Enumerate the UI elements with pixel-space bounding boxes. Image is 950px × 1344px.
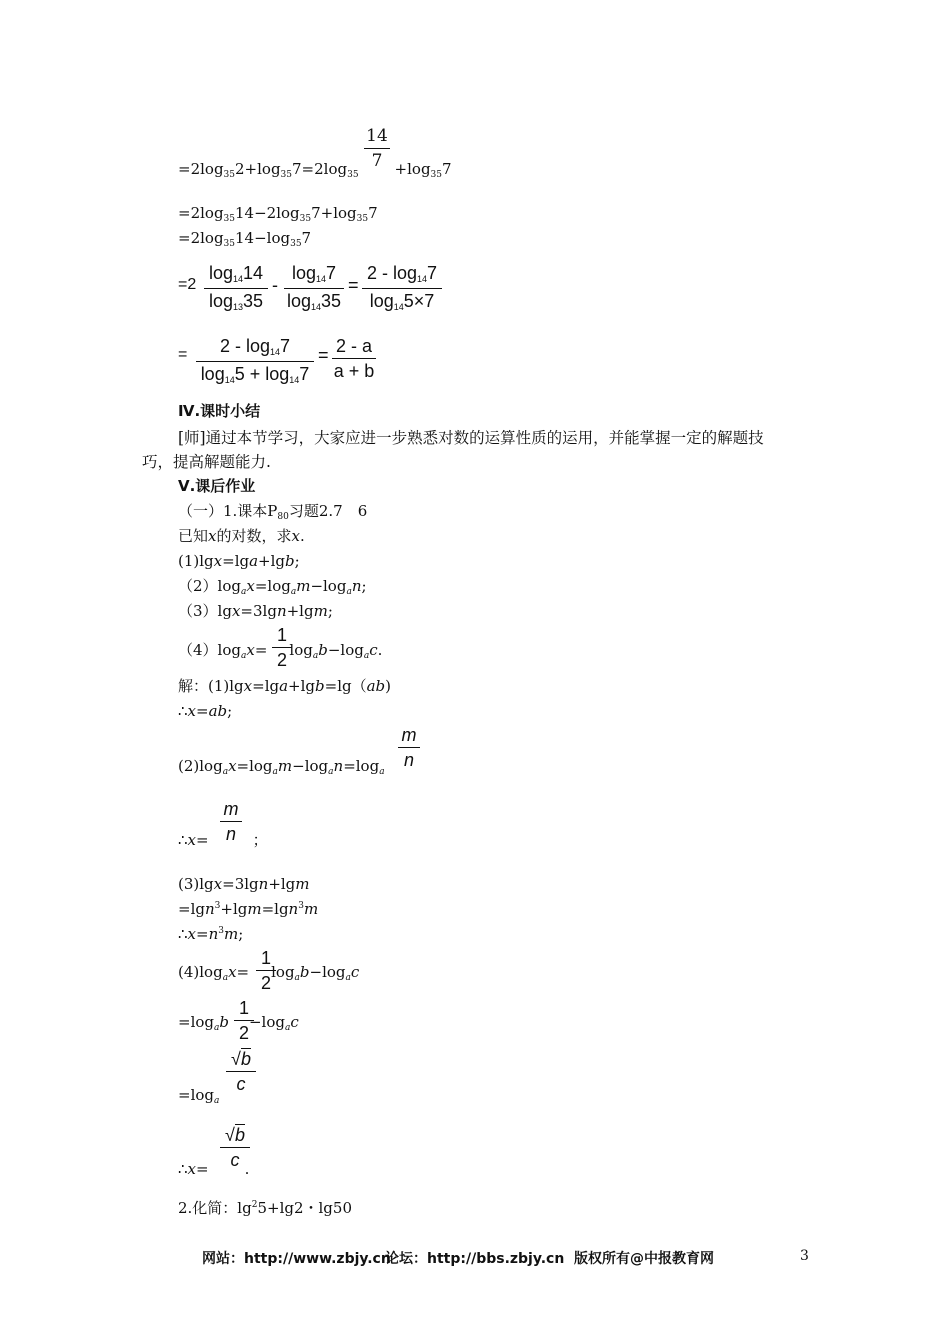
sqrt-icon: √ xyxy=(225,1125,235,1145)
solution-1-result: ∴x=ab; xyxy=(178,702,233,720)
eq5-fraction-2 xyxy=(332,335,376,382)
fraction-bar xyxy=(272,647,292,648)
section-4-paragraph-line-2: 巧，提高解题能力. xyxy=(142,453,271,471)
solution-4-b: $=\log_ab -\log_ac$ xyxy=(178,1013,299,1033)
eq5-fraction-1 xyxy=(196,335,314,388)
numerator: 2 - a xyxy=(335,336,373,356)
fraction-bar xyxy=(362,288,442,289)
solution-2: $(2)\log_ax=\log_am-\log_an=\log_a$ xyxy=(178,757,385,777)
numerator: log1414 xyxy=(208,263,264,284)
fraction-bar xyxy=(398,747,420,748)
homework-line: （一）1.课本$P_{80}$习题2.7 6 xyxy=(178,502,368,522)
denominator: c xyxy=(230,1150,240,1170)
simplify-question: 2.化简：$\lg^25+\lg 2$・lg50 xyxy=(178,1199,352,1217)
question-1: (1)lgx=lga+lgb; xyxy=(178,552,300,570)
eq4-prefix: =2 xyxy=(178,276,197,293)
section-4-paragraph-line-1: [师]通过本节学习，大家应进一步熟悉对数的运算性质的运用，并能掌握一定的解题技 xyxy=(178,429,764,447)
period: . xyxy=(244,1160,250,1178)
eq4-fraction-3 xyxy=(362,262,442,315)
fraction-bar xyxy=(196,361,314,362)
eq4-fraction-1 xyxy=(204,262,268,315)
solution-4-c: $=\log_a$ xyxy=(178,1086,220,1106)
derivation-line-3: $=2\log_{35}14-\log_{35}7$ xyxy=(178,229,312,249)
fraction-bar xyxy=(226,1071,256,1072)
solution-4: $(4)\log_ax= \log_ab-\log_ac$ xyxy=(178,963,360,983)
numerator: m xyxy=(401,725,417,745)
numerator: 2 - log147 xyxy=(219,336,291,357)
semicolon: ； xyxy=(252,831,268,849)
eq5-equals: = xyxy=(318,345,329,365)
section-4-heading: Ⅳ.课时小结 xyxy=(178,402,261,420)
given-line: 已知x的对数，求x. xyxy=(178,527,305,545)
page-number: 3 xyxy=(800,1248,809,1264)
fraction-bar xyxy=(284,288,344,289)
sqrt-icon: √ xyxy=(231,1049,241,1069)
eq5-prefix: = xyxy=(178,346,188,363)
question-4: $(4)\log_ax= \log_ab-\log_ac$. xyxy=(178,641,383,661)
numerator: √b xyxy=(225,1125,245,1145)
fraction-bar xyxy=(332,358,376,359)
denominator: c xyxy=(236,1074,246,1094)
numerator: √b xyxy=(231,1049,251,1069)
footer-copyright: 版权所有@中报教育网 xyxy=(574,1251,714,1267)
denominator: n xyxy=(403,750,414,770)
denominator: log1335 xyxy=(208,291,264,312)
solution-3-b: =lgn$^3$+lgm=lgn$^3$m xyxy=(178,900,319,918)
solution-3: (3)lgx=3lgn+lgm xyxy=(178,875,310,893)
denominator: n xyxy=(225,824,236,844)
question-3: （3）lgx=3lgn+lgm; xyxy=(178,602,333,620)
footer-site[interactable]: 网站：http://www.zbjy.cn xyxy=(202,1251,391,1267)
solution-2-fraction xyxy=(398,724,420,771)
denominator: log145×7 xyxy=(369,291,435,312)
denominator: 2 xyxy=(276,650,287,670)
question-4-half xyxy=(272,624,292,671)
denominator: 7 xyxy=(371,151,383,171)
numerator: 14 xyxy=(366,126,388,146)
denominator: 2 xyxy=(260,973,271,993)
eq4-minus: - xyxy=(272,275,278,295)
derivation-line-1: $=2\log_{35}2+\log_{35}7=2\log_{35} +\log_{35}7$ xyxy=(178,160,452,180)
solution-4-result: ∴x= . xyxy=(178,1160,250,1178)
fraction-bar xyxy=(220,821,242,822)
footer-forum[interactable]: 论坛：http://bbs.zbjy.cn xyxy=(385,1251,565,1267)
numerator: 1 xyxy=(238,998,249,1018)
eq4-equals: = xyxy=(348,275,359,295)
denominator: log1435 xyxy=(286,291,342,312)
denominator: log145 + log147 xyxy=(200,364,310,385)
numerator: 1 xyxy=(276,625,287,645)
fraction-bar xyxy=(364,148,390,149)
solution-2-result: ∴x= ； xyxy=(178,831,268,849)
numerator: 1 xyxy=(260,948,271,968)
question-2: $(2)\log_ax=\log_am-\log_an$; xyxy=(178,577,367,597)
fraction-bar xyxy=(204,288,268,289)
numerator: log147 xyxy=(291,263,337,284)
numerator: m xyxy=(223,799,239,819)
section-5-heading: Ⅴ.课后作业 xyxy=(178,477,256,495)
solution-4-c-fraction xyxy=(226,1048,256,1095)
solution-3-result: $\therefore x=n^3m$; xyxy=(178,925,244,943)
numerator: 2 - log147 xyxy=(366,263,438,284)
derivation-line-2: $=2\log_{35}14-2\log_{35}7+\log_{35}7$ xyxy=(178,204,378,224)
fraction-bar xyxy=(220,1147,250,1148)
denominator: 2 xyxy=(238,1023,249,1043)
eq4-fraction-2 xyxy=(284,262,344,315)
denominator: a + b xyxy=(333,361,375,381)
solution-1: 解：(1)lgx=lga+lgb=lg（ab) xyxy=(178,677,391,695)
